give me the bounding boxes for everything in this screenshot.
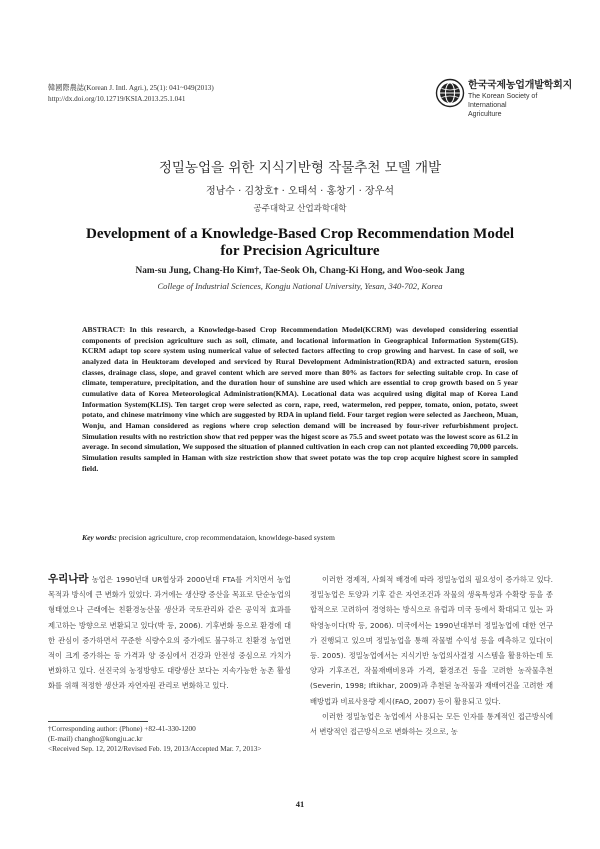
authors-en: Nam-su Jung, Chang-Ho Kim†, Tae-Seok Oh, Chang-Ki Hong, and Woo-seok Jang — [135, 266, 465, 276]
body-left-column — [48, 572, 291, 694]
society-name-kr: 한국국제농업개발학회지 — [468, 80, 573, 91]
footnote-divider — [48, 721, 148, 722]
paper-title-en-line-2: for Precision Agriculture — [220, 243, 380, 259]
affiliation-kr: 공주대학교 산업과학대학 — [253, 204, 347, 214]
body-right-column — [310, 572, 553, 739]
body-text: 농업은 1990년대 UR협상과 2000년대 FTA를 거치면서 농업목적과 방식에 큰 변화가 있었다. 과거에는 생산량 증산을 목표로 단순농업의 형태였으나 근래에는 친환경농산물 생산과 국토관리와 같은 공익적 효과를 제고하는 방향으로 변환되고 있다(박 등, 2006). 기후변화 등으로 환경에 대한 관심이 증가하면서 꾸준한 식량수요의 증가에도 불구하고 친환경 농업면적이 크게 증가하는 등 가격과 양 중심에서 건강과 안전성 중심으로 가치가 변화하고 있다. 선진국의 농정방향도 대량생산 보다는 지속가능한 농촌 활성화를 위해 적정한 생산과 자연자원 관리로 변화하고 있다. — [48, 575, 291, 691]
keywords-text: precision agriculture, crop recommendataion, knowldege-based system — [118, 533, 335, 542]
journal-citation: 韓國際農誌(Korean J. Intl. Agri.), 25(1): 041~049(2013) — [48, 84, 214, 92]
author-email[interactable]: (E-mail) changho@kongju.ac.kr — [48, 734, 143, 744]
abstract: ABSTRACT: In this research, a Knowledge-based Crop Recommendation Model(KCRM) was developed considering essential components of precision agriculture such as soil, climate, and locational information in Geographical Information System(GIS). KCRM adapt top score system using numerical value of selected factors affecting to crop growing and harvest. In case of soil, we analyzed data in Heuktoram developed and serviced by Rural Development Administration(RDA) and extracted saturn, erosion classes, drainage class, slope, and gravel content which are served more than 80% as factors for selecting suitable crop. In case of climate, temperature, precipitation, and the duration hour of sunshine are used which are essential to crop growth based on 5 year cumulative data of Korea Meteorological Administration(KMA). Locational data was acquired using digital map of Korea Land Information System(KLIS). Ten target crop were selected as corn, rape, reed, watermelon, red pepper, tomato, onion, potato, sweet potato, and chinese matrimony vine which are suggested by RDA in upland field. Four target region were selected as Jaecheon, Muan, Wonju, and Haman considered as regions where crop selection demand will be increased by four-river refurbishment project. Simulation results with no restriction show that red pepper was the higest score as 75.5 and sweet potato was the lowest score as 61.2 in average. In second simulation, We supposed the situation of planned cultivation in each crop can not planted exceeding 70,000 parcels. Simulation results sampled in Haman with size restriction show that sweet potato was the top crop acquire highest score in sampled field. — [82, 325, 518, 473]
society-name-en-2: Agriculture — [468, 111, 502, 118]
page-number: 41 — [295, 799, 305, 809]
lead-word: 우리나라 — [48, 573, 89, 585]
society-name — [468, 80, 575, 120]
paper-title-en — [0, 226, 600, 260]
globe-emblem-icon — [435, 78, 465, 108]
paper-title-en-line-1: Development of a Knowledge-Based Crop Recommendation Model — [85, 226, 515, 242]
body-paragraph: 이러한 정밀농업은 농업에서 사용되는 모든 인자를 통계적인 접근방식에서 변량적인 접근방식으로 변화하는 것으로, 농 — [310, 711, 553, 737]
society-logo-block — [435, 76, 575, 116]
body-paragraph — [48, 572, 291, 694]
footnote — [48, 724, 298, 755]
body-paragraph: 이러한 경제적, 사회적 배경에 따라 정밀농업의 필요성이 증가하고 있다. 정밀농업은 토양과 기후 같은 자연조건과 작물의 생육특성과 수확량 등을 종합적으로 고려하여 경영하는 방식으로 유럽과 미국 등에서 확대되고 있는 과학영농이다(박 등, 2006). 미국에서는 1990년대부터 정밀농업에 대한 연구가 진행되고 있으며 정밀농업을 통해 작물별 수익성 등을 예측하고 있다(이 등. 2005). 정밀농업에서는 지식기반 농업의사결정 시스템을 활용하는데 토양과 기후조건, 작물재배비용과 가격, 환경조건 등을 고려한 농작물추천(Severin, 1998; Iftikhar, 2009)과 추천된 농작물과 재배여건을 고려한 재배방법과 비료사용량 제시(FAO, 2007) 등이 활용되고 있다. — [310, 575, 553, 706]
keywords-label: Key words: — [82, 533, 117, 542]
keywords — [82, 533, 518, 543]
authors-kr: 정남수 · 김창호† · 오태석 · 홍창기 · 장우석 — [205, 186, 395, 197]
doi-link[interactable]: http://dx.doi.org/10.12719/KSIA.2013.25.1.041 — [48, 94, 186, 103]
received-dates: <Received Sep. 12, 2012/Revised Feb. 19, 2013/Accepted Mar. 7, 2013> — [48, 744, 262, 754]
society-name-en-1: The Korean Society of International — [468, 93, 538, 109]
affiliation-en: College of Industrial Sciences, Kongju National University, Yesan, 340-702, Korea — [157, 281, 443, 291]
corresponding-author: †Corresponding author: (Phone) +82-41-330-1200 — [48, 724, 196, 733]
paper-title-kr: 정밀농업을 위한 지식기반형 작물추천 모델 개발 — [158, 160, 442, 176]
journal-header — [48, 83, 214, 104]
